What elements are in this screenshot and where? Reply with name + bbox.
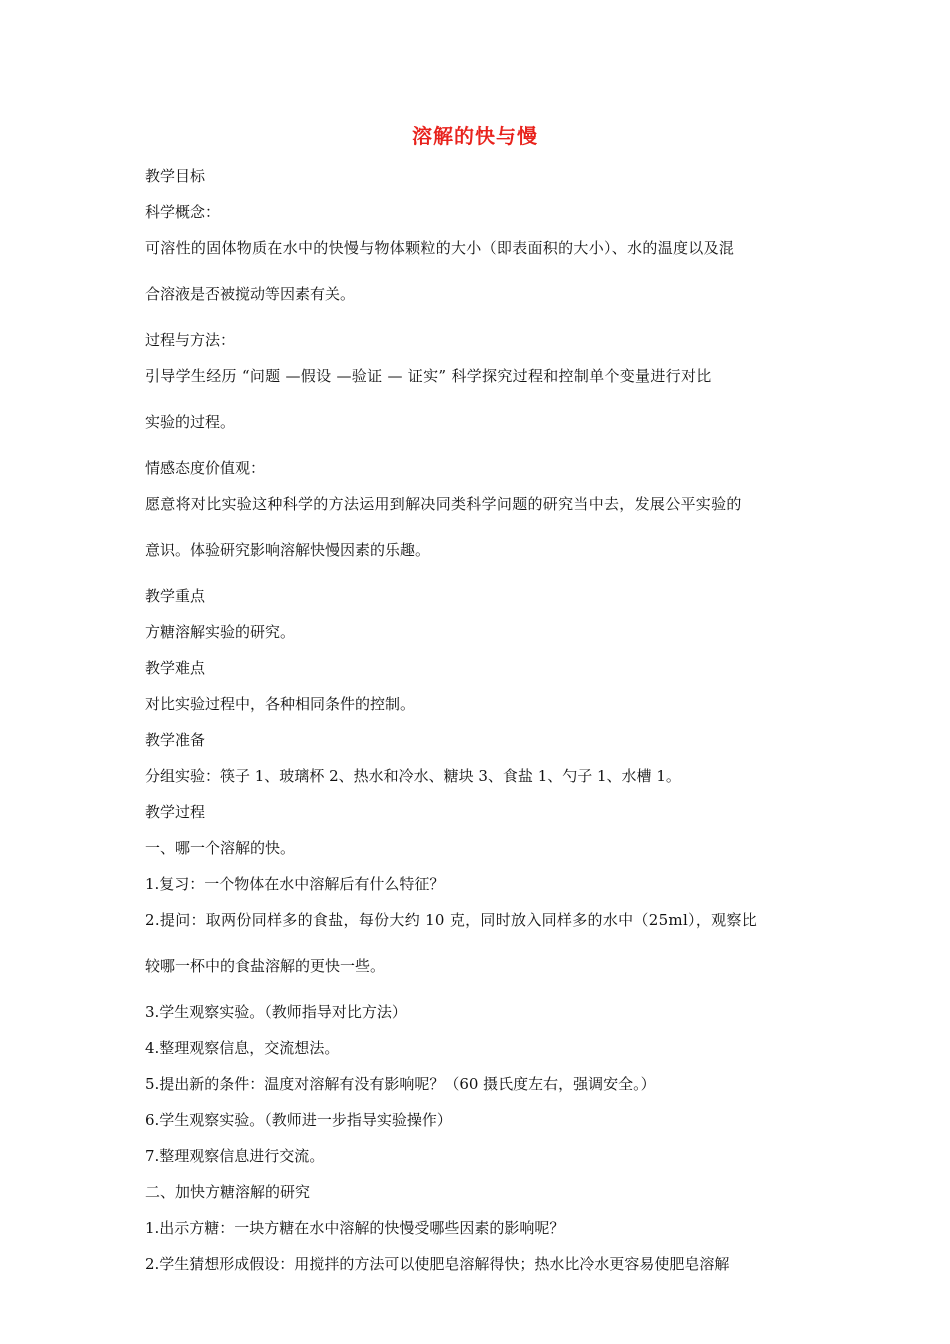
paragraph-line: 意识。体验研究影响溶解快慢因素的乐趣。	[145, 541, 431, 559]
list-item: 6.学生观察实验。（教师进一步指导实验操作）	[145, 1111, 452, 1129]
list-item: 4.整理观察信息，交流想法。	[145, 1039, 340, 1057]
list-item: 1.复习：一个物体在水中溶解后有什么特征？	[145, 875, 445, 893]
subheading-part-two: 二、加快方糖溶解的研究	[145, 1183, 311, 1201]
subheading-science-concepts: 科学概念：	[145, 203, 221, 221]
section-heading-key-points: 教学重点	[145, 587, 206, 605]
paragraph-line: 可溶性的固体物质在水中的快慢与物体颗粒的大小（即表面积的大小）、水的温度以及混	[145, 239, 735, 257]
section-heading-preparation: 教学准备	[145, 731, 206, 749]
section-heading-process: 教学过程	[145, 803, 206, 821]
subheading-process-methods: 过程与方法：	[145, 331, 236, 349]
list-item: 3.学生观察实验。（教师指导对比方法）	[145, 1003, 407, 1021]
paragraph-line: 分组实验：筷子 1、玻璃杯 2、热水和冷水、糖块 3、食盐 1、勺子 1、水槽 1。	[145, 767, 681, 785]
paragraph-line: 合溶液是否被搅动等因素有关。	[145, 285, 356, 303]
document-body	[145, 158, 807, 1282]
paragraph-line: 实验的过程。	[145, 413, 236, 431]
list-item: 7.整理观察信息进行交流。	[145, 1147, 325, 1165]
section-heading-difficulties: 教学难点	[145, 659, 206, 677]
paragraph-line: 引导学生经历 “问题 —假设 —验证 — 证实” 科学探究过程和控制单个变量进行对比	[145, 367, 712, 385]
section-heading-objectives: 教学目标	[145, 167, 206, 185]
document-title: 溶解的快与慢	[412, 124, 538, 148]
subheading-attitudes-values: 情感态度价值观：	[145, 459, 266, 477]
list-item: 2.学生猜想形成假设：用搅拌的方法可以使肥皂溶解得快；热水比冷水更容易使肥皂溶解	[145, 1255, 730, 1273]
subheading-part-one: 一、哪一个溶解的快。	[145, 839, 296, 857]
paragraph-line: 方糖溶解实验的研究。	[145, 623, 296, 641]
list-item-continuation: 较哪一杯中的食盐溶解的更快一些。	[145, 957, 386, 975]
list-item: 2.提问：取两份同样多的食盐，每份大约 10 克，同时放入同样多的水中（25ml），观察比	[145, 911, 758, 929]
paragraph-line: 对比实验过程中，各种相同条件的控制。	[145, 695, 416, 713]
list-item: 1.出示方糖：一块方糖在水中溶解的快慢受哪些因素的影响呢？	[145, 1219, 565, 1237]
paragraph-line: 愿意将对比实验这种科学的方法运用到解决同类科学问题的研究当中去，发展公平实验的	[145, 495, 742, 513]
list-item: 5.提出新的条件：温度对溶解有没有影响呢？（60 摄氏度左右，强调安全。）	[145, 1075, 656, 1093]
